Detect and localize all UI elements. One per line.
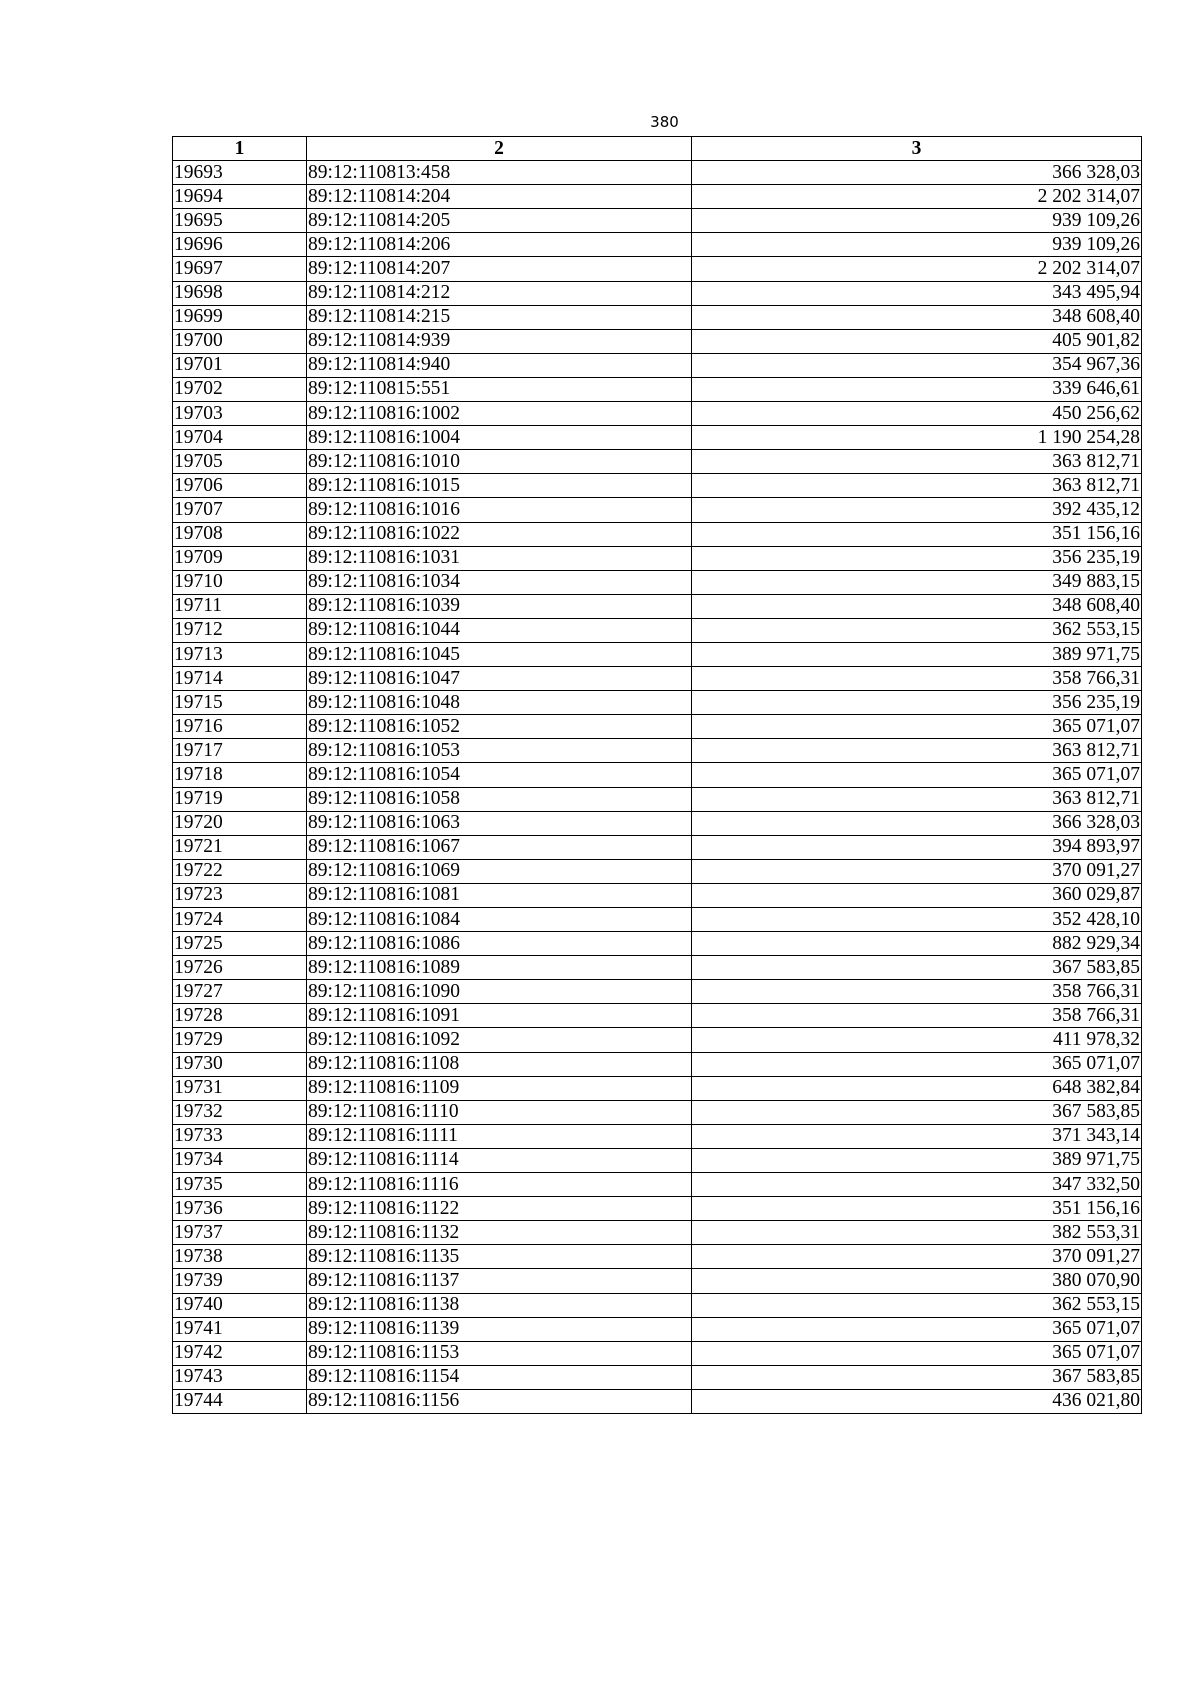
row-number-cell: 19727 (173, 980, 307, 1004)
row-number-cell: 19694 (173, 185, 307, 209)
table-row (173, 980, 1142, 1004)
cadastral-number-cell: 89:12:110814:940 (307, 353, 692, 377)
value-cell: 349 883,15 (692, 570, 1142, 594)
cadastral-number-cell: 89:12:110816:1081 (307, 883, 692, 907)
row-number-cell: 19702 (173, 377, 307, 401)
table-row (173, 883, 1142, 907)
value-cell: 394 893,97 (692, 835, 1142, 859)
row-number-cell: 19728 (173, 1004, 307, 1028)
row-number-cell: 19701 (173, 353, 307, 377)
value-cell: 392 435,12 (692, 498, 1142, 522)
value-cell: 348 608,40 (692, 594, 1142, 618)
table-row (173, 257, 1142, 281)
table-row (173, 715, 1142, 739)
cadastral-number-cell: 89:12:110816:1016 (307, 498, 692, 522)
cadastral-number-cell: 89:12:110816:1031 (307, 546, 692, 570)
table-row (173, 1173, 1142, 1197)
row-number-cell: 19710 (173, 570, 307, 594)
row-number-cell: 19715 (173, 691, 307, 715)
table-row (173, 594, 1142, 618)
cadastral-number-cell: 89:12:110814:206 (307, 233, 692, 257)
row-number-cell: 19721 (173, 835, 307, 859)
row-number-cell: 19707 (173, 498, 307, 522)
table-row (173, 305, 1142, 329)
row-number-cell: 19719 (173, 787, 307, 811)
table-row (173, 161, 1142, 185)
data-table (172, 136, 1142, 1414)
value-cell: 362 553,15 (692, 1293, 1142, 1317)
row-number-cell: 19703 (173, 402, 307, 426)
value-cell: 356 235,19 (692, 546, 1142, 570)
cadastral-number-cell: 89:12:110816:1015 (307, 474, 692, 498)
row-number-cell: 19732 (173, 1100, 307, 1124)
row-number-cell: 19740 (173, 1293, 307, 1317)
table-row (173, 546, 1142, 570)
row-number-cell: 19739 (173, 1269, 307, 1293)
row-number-cell: 19726 (173, 956, 307, 980)
table-row (173, 763, 1142, 787)
value-cell: 339 646,61 (692, 377, 1142, 401)
table-row (173, 1341, 1142, 1365)
column-header-1: 1 (173, 137, 307, 161)
table-row (173, 498, 1142, 522)
cadastral-number-cell: 89:12:110816:1047 (307, 667, 692, 691)
value-cell: 648 382,84 (692, 1076, 1142, 1100)
table-row (173, 426, 1142, 450)
row-number-cell: 19735 (173, 1173, 307, 1197)
row-number-cell: 19731 (173, 1076, 307, 1100)
value-cell: 436 021,80 (692, 1389, 1142, 1413)
table-row (173, 932, 1142, 956)
cadastral-number-cell: 89:12:110816:1092 (307, 1028, 692, 1052)
row-number-cell: 19737 (173, 1221, 307, 1245)
row-number-cell: 19743 (173, 1365, 307, 1389)
cadastral-number-cell: 89:12:110816:1034 (307, 570, 692, 594)
column-header-2: 2 (307, 137, 692, 161)
row-number-cell: 19712 (173, 618, 307, 642)
value-cell: 363 812,71 (692, 787, 1142, 811)
cadastral-number-cell: 89:12:110816:1156 (307, 1389, 692, 1413)
cadastral-number-cell: 89:12:110816:1004 (307, 426, 692, 450)
table-row (173, 1293, 1142, 1317)
value-cell: 358 766,31 (692, 980, 1142, 1004)
table-row (173, 859, 1142, 883)
table-row (173, 1124, 1142, 1148)
table-row (173, 570, 1142, 594)
value-cell: 360 029,87 (692, 883, 1142, 907)
table-row (173, 353, 1142, 377)
value-cell: 370 091,27 (692, 1245, 1142, 1269)
row-number-cell: 19706 (173, 474, 307, 498)
table-row (173, 402, 1142, 426)
cadastral-number-cell: 89:12:110816:1110 (307, 1100, 692, 1124)
value-cell: 352 428,10 (692, 908, 1142, 932)
table-row (173, 1389, 1142, 1413)
value-cell: 389 971,75 (692, 642, 1142, 666)
cadastral-number-cell: 89:12:110816:1052 (307, 715, 692, 739)
row-number-cell: 19696 (173, 233, 307, 257)
cadastral-number-cell: 89:12:110814:207 (307, 257, 692, 281)
cadastral-number-cell: 89:12:110816:1135 (307, 1245, 692, 1269)
page-number: 380 (650, 113, 679, 131)
table-row (173, 1076, 1142, 1100)
cadastral-number-cell: 89:12:110814:939 (307, 329, 692, 353)
row-number-cell: 19720 (173, 811, 307, 835)
cadastral-number-cell: 89:12:110816:1089 (307, 956, 692, 980)
table-row (173, 1221, 1142, 1245)
value-cell: 365 071,07 (692, 1317, 1142, 1341)
row-number-cell: 19724 (173, 908, 307, 932)
cadastral-number-cell: 89:12:110816:1048 (307, 691, 692, 715)
cadastral-number-cell: 89:12:110816:1114 (307, 1148, 692, 1172)
cadastral-number-cell: 89:12:110815:551 (307, 377, 692, 401)
table-row (173, 1317, 1142, 1341)
row-number-cell: 19718 (173, 763, 307, 787)
value-cell: 1 190 254,28 (692, 426, 1142, 450)
value-cell: 354 967,36 (692, 353, 1142, 377)
row-number-cell: 19734 (173, 1148, 307, 1172)
table-row (173, 329, 1142, 353)
cadastral-number-cell: 89:12:110816:1039 (307, 594, 692, 618)
row-number-cell: 19700 (173, 329, 307, 353)
cadastral-number-cell: 89:12:110816:1090 (307, 980, 692, 1004)
cadastral-number-cell: 89:12:110816:1091 (307, 1004, 692, 1028)
table-row (173, 691, 1142, 715)
header-row (173, 137, 1142, 161)
value-cell: 371 343,14 (692, 1124, 1142, 1148)
cadastral-number-cell: 89:12:110816:1139 (307, 1317, 692, 1341)
value-cell: 347 332,50 (692, 1173, 1142, 1197)
cadastral-number-cell: 89:12:110816:1058 (307, 787, 692, 811)
cadastral-number-cell: 89:12:110816:1069 (307, 859, 692, 883)
value-cell: 365 071,07 (692, 715, 1142, 739)
value-cell: 362 553,15 (692, 618, 1142, 642)
cadastral-number-cell: 89:12:110813:458 (307, 161, 692, 185)
table-row (173, 1052, 1142, 1076)
row-number-cell: 19741 (173, 1317, 307, 1341)
value-cell: 356 235,19 (692, 691, 1142, 715)
row-number-cell: 19713 (173, 642, 307, 666)
row-number-cell: 19704 (173, 426, 307, 450)
row-number-cell: 19693 (173, 161, 307, 185)
row-number-cell: 19708 (173, 522, 307, 546)
cadastral-number-cell: 89:12:110816:1122 (307, 1197, 692, 1221)
cadastral-number-cell: 89:12:110816:1010 (307, 450, 692, 474)
row-number-cell: 19698 (173, 281, 307, 305)
row-number-cell: 19697 (173, 257, 307, 281)
cadastral-number-cell: 89:12:110816:1154 (307, 1365, 692, 1389)
cadastral-number-cell: 89:12:110816:1084 (307, 908, 692, 932)
cadastral-number-cell: 89:12:110816:1138 (307, 1293, 692, 1317)
column-header-3: 3 (692, 137, 1142, 161)
row-number-cell: 19699 (173, 305, 307, 329)
value-cell: 389 971,75 (692, 1148, 1142, 1172)
value-cell: 2 202 314,07 (692, 185, 1142, 209)
cadastral-number-cell: 89:12:110816:1109 (307, 1076, 692, 1100)
table-row (173, 1028, 1142, 1052)
value-cell: 939 109,26 (692, 233, 1142, 257)
row-number-cell: 19722 (173, 859, 307, 883)
table-row (173, 450, 1142, 474)
value-cell: 358 766,31 (692, 1004, 1142, 1028)
table-row (173, 474, 1142, 498)
table-row (173, 739, 1142, 763)
row-number-cell: 19711 (173, 594, 307, 618)
table-row (173, 281, 1142, 305)
table-row (173, 787, 1142, 811)
value-cell: 2 202 314,07 (692, 257, 1142, 281)
value-cell: 365 071,07 (692, 1052, 1142, 1076)
table-row (173, 1269, 1142, 1293)
row-number-cell: 19742 (173, 1341, 307, 1365)
cadastral-number-cell: 89:12:110816:1002 (307, 402, 692, 426)
row-number-cell: 19738 (173, 1245, 307, 1269)
value-cell: 351 156,16 (692, 1197, 1142, 1221)
value-cell: 351 156,16 (692, 522, 1142, 546)
row-number-cell: 19714 (173, 667, 307, 691)
row-number-cell: 19744 (173, 1389, 307, 1413)
cadastral-number-cell: 89:12:110816:1063 (307, 811, 692, 835)
value-cell: 405 901,82 (692, 329, 1142, 353)
table-row (173, 1197, 1142, 1221)
value-cell: 365 071,07 (692, 763, 1142, 787)
table-row (173, 522, 1142, 546)
cadastral-number-cell: 89:12:110816:1153 (307, 1341, 692, 1365)
row-number-cell: 19716 (173, 715, 307, 739)
row-number-cell: 19717 (173, 739, 307, 763)
row-number-cell: 19730 (173, 1052, 307, 1076)
row-number-cell: 19709 (173, 546, 307, 570)
table-row (173, 618, 1142, 642)
cadastral-number-cell: 89:12:110816:1054 (307, 763, 692, 787)
value-cell: 367 583,85 (692, 956, 1142, 980)
cadastral-number-cell: 89:12:110814:212 (307, 281, 692, 305)
table-row (173, 908, 1142, 932)
value-cell: 363 812,71 (692, 450, 1142, 474)
cadastral-number-cell: 89:12:110816:1053 (307, 739, 692, 763)
cadastral-number-cell: 89:12:110816:1022 (307, 522, 692, 546)
value-cell: 382 553,31 (692, 1221, 1142, 1245)
table-row (173, 209, 1142, 233)
cadastral-number-cell: 89:12:110816:1067 (307, 835, 692, 859)
value-cell: 367 583,85 (692, 1100, 1142, 1124)
cadastral-number-cell: 89:12:110816:1137 (307, 1269, 692, 1293)
value-cell: 366 328,03 (692, 161, 1142, 185)
table-row (173, 1245, 1142, 1269)
cadastral-number-cell: 89:12:110816:1086 (307, 932, 692, 956)
value-cell: 366 328,03 (692, 811, 1142, 835)
table-row (173, 1148, 1142, 1172)
value-cell: 411 978,32 (692, 1028, 1142, 1052)
row-number-cell: 19723 (173, 883, 307, 907)
cadastral-number-cell: 89:12:110814:204 (307, 185, 692, 209)
cadastral-number-cell: 89:12:110814:215 (307, 305, 692, 329)
value-cell: 365 071,07 (692, 1341, 1142, 1365)
cadastral-number-cell: 89:12:110816:1111 (307, 1124, 692, 1148)
table-row (173, 1100, 1142, 1124)
value-cell: 450 256,62 (692, 402, 1142, 426)
value-cell: 380 070,90 (692, 1269, 1142, 1293)
table-row (173, 233, 1142, 257)
value-cell: 882 929,34 (692, 932, 1142, 956)
cadastral-number-cell: 89:12:110816:1108 (307, 1052, 692, 1076)
value-cell: 367 583,85 (692, 1365, 1142, 1389)
table-row (173, 811, 1142, 835)
value-cell: 370 091,27 (692, 859, 1142, 883)
value-cell: 348 608,40 (692, 305, 1142, 329)
row-number-cell: 19725 (173, 932, 307, 956)
table-row (173, 185, 1142, 209)
cadastral-number-cell: 89:12:110816:1045 (307, 642, 692, 666)
table-row (173, 377, 1142, 401)
table-row (173, 667, 1142, 691)
value-cell: 363 812,71 (692, 474, 1142, 498)
cadastral-number-cell: 89:12:110814:205 (307, 209, 692, 233)
cadastral-number-cell: 89:12:110816:1132 (307, 1221, 692, 1245)
table-header (173, 137, 1142, 161)
table-body (173, 161, 1142, 1414)
table-row (173, 1004, 1142, 1028)
value-cell: 939 109,26 (692, 209, 1142, 233)
table-row (173, 1365, 1142, 1389)
row-number-cell: 19733 (173, 1124, 307, 1148)
table-row (173, 956, 1142, 980)
table-row (173, 642, 1142, 666)
value-cell: 343 495,94 (692, 281, 1142, 305)
row-number-cell: 19736 (173, 1197, 307, 1221)
row-number-cell: 19729 (173, 1028, 307, 1052)
row-number-cell: 19695 (173, 209, 307, 233)
value-cell: 358 766,31 (692, 667, 1142, 691)
row-number-cell: 19705 (173, 450, 307, 474)
cadastral-number-cell: 89:12:110816:1116 (307, 1173, 692, 1197)
cadastral-number-cell: 89:12:110816:1044 (307, 618, 692, 642)
value-cell: 363 812,71 (692, 739, 1142, 763)
table-row (173, 835, 1142, 859)
